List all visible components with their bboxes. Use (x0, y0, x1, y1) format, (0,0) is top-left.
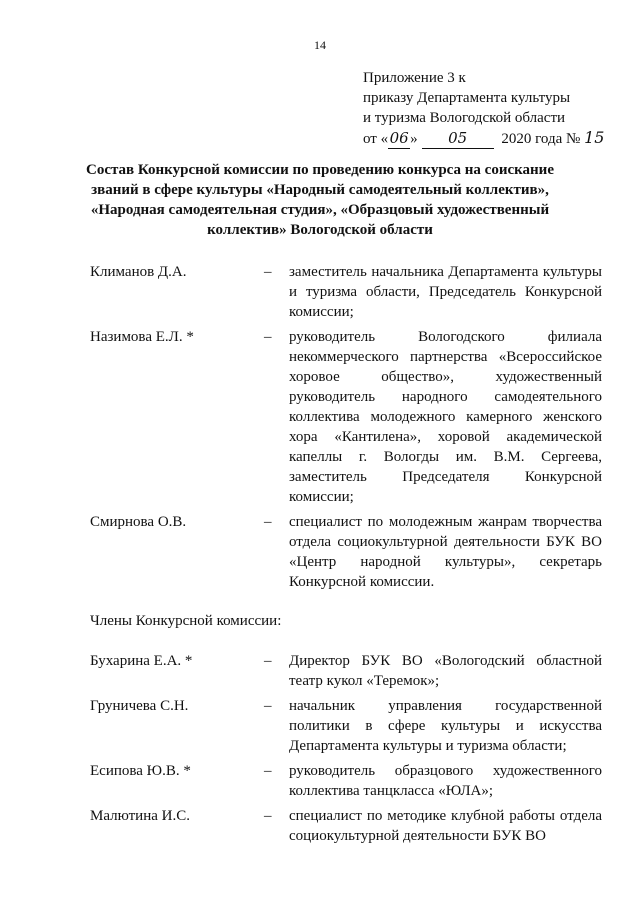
handwritten-order-number: 15 (584, 128, 605, 147)
dash-separator: – (264, 698, 272, 714)
document-title: Состав Конкурсной комиссии по проведению конкурса на соискание званий в сфере культуры «Народный самодеятельный коллектив», «Народная самодеятельная студия», «Образцовый художественный коллектив» Вологодской области (86, 162, 554, 238)
roster-row (90, 512, 602, 592)
member-name: Климанов Д.А. (90, 264, 187, 280)
roster-row (90, 696, 602, 756)
commission-roster (90, 262, 602, 851)
member-description: Директор БУК ВО «Вологодский областной театр кукол «Теремок»; (289, 653, 602, 689)
appendix-line-2: приказу Департамента культуры (363, 90, 571, 106)
date-mid: » (410, 131, 418, 147)
roster-row (90, 262, 602, 322)
date-prefix: от « (363, 131, 389, 147)
member-name: Бухарина Е.А. * (90, 653, 193, 669)
roster-row (90, 806, 602, 846)
appendix-date-line (363, 128, 604, 149)
members-heading: Члены Конкурсной комиссии: (90, 613, 282, 629)
dash-separator: – (264, 808, 272, 824)
dash-separator: – (264, 329, 272, 345)
member-name: Груничева С.Н. (90, 698, 189, 714)
member-name: Есипова Ю.В. * (90, 763, 191, 779)
date-year: 2020 года № (501, 131, 581, 147)
roster-row (90, 327, 602, 507)
handwritten-day: 06 (389, 129, 409, 147)
member-description: руководитель образцового художественного коллектива танцкласса «ЮЛА»; (289, 763, 602, 799)
appendix-line-3: и туризма Вологодской области (363, 110, 566, 126)
member-description: специалист по методике клубной работы отдела социокультурной деятельности БУК ВО (289, 808, 602, 844)
member-description: руководитель Вологодского филиала некоммерческого партнерства «Всероссийское хоровое общество», художественный руководитель народного самодеятельного коллектива молодежного камерного женского хора «Кантилена», хоровой академической капеллы г. Вологды им. В.М. Сергеева, заместитель Председателя Конкурсной комиссии; (289, 329, 602, 505)
member-name: Малютина И.С. (90, 808, 190, 824)
member-description: специалист по молодежным жанрам творчества отдела социокультурной деятельности БУК ВО «Центр народной культуры», секретарь Конкурсной комиссии. (289, 514, 602, 590)
roster-row (90, 651, 602, 691)
dash-separator: – (264, 763, 272, 779)
dash-separator: – (264, 514, 272, 530)
dash-separator: – (264, 653, 272, 669)
member-name: Смирнова О.В. (90, 514, 187, 530)
appendix-header (363, 68, 604, 149)
handwritten-month: 05 (422, 128, 494, 149)
appendix-line-1: Приложение 3 к (363, 70, 466, 86)
dash-separator: – (264, 264, 272, 280)
member-name: Назимова Е.Л. * (90, 329, 194, 345)
page-number: 14 (314, 38, 326, 52)
roster-row (90, 761, 602, 801)
member-description: начальник управления государственной политики в сфере культуры и искусства Департамента культуры и туризма области; (289, 698, 602, 754)
member-description: заместитель начальника Департамента культуры и туризма области, Председатель Конкурсной комиссии; (289, 264, 602, 320)
